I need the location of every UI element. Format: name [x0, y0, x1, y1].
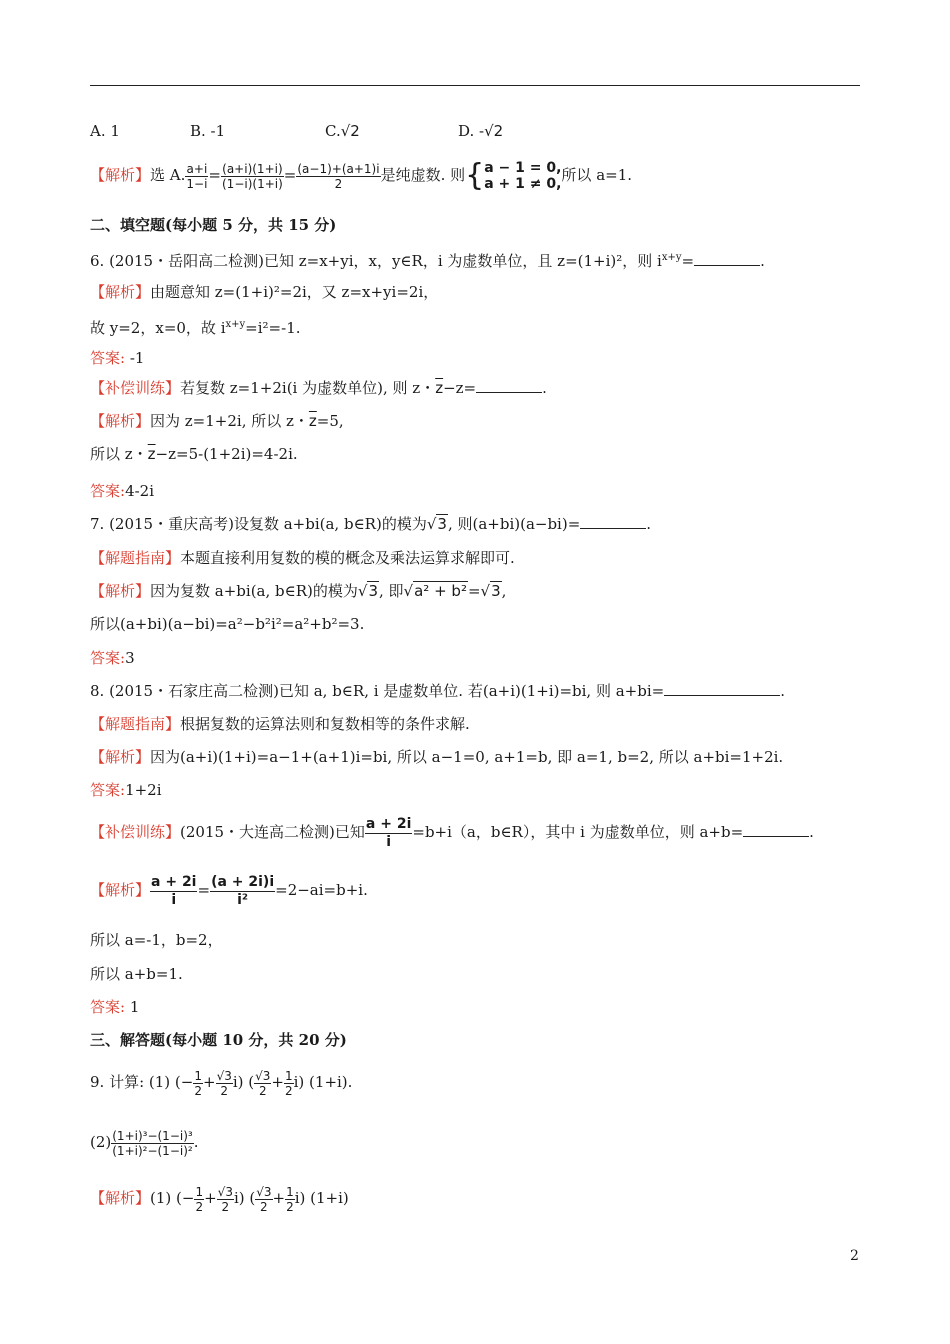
q9-solution: 【解析】(1) (− $\frac{1}{2}$ + $\frac{√3}{2}$ i) ( $\frac{√3}{2}$ + $\frac{1}{2}$ i) (1+i) [90, 1184, 349, 1214]
fraction: $\frac{1}{2}$ [195, 1184, 204, 1214]
fraction: $\frac{√3}{2}$ [216, 1068, 232, 1098]
fraction: $\frac{a + 2i}{i}$ [365, 815, 412, 850]
answer-blank [580, 514, 646, 529]
solution-tag: 【解析】 [90, 881, 151, 899]
fraction: $\frac{a+i}{1-i}$ [186, 161, 208, 191]
q8-guide: 【解题指南】根据复数的运算法则和复数相等的条件求解. [90, 715, 470, 733]
fraction: $\frac{\text{(1+i)³−(1−i)³}}{\text{(1+i)²−(1−i)²}}$ [112, 1128, 193, 1158]
fraction: $\frac{(a-1)+(a+1)i}{2}$ [297, 161, 380, 191]
q6-answer: 答案: -1 [90, 349, 145, 367]
fraction: $\frac{(a + 2i)i}{\text{i²}}$ [211, 873, 275, 908]
page-number: 2 [850, 1248, 859, 1264]
section-3-title: 三、解答题(每小题 10 分，共 20 分) [90, 1031, 347, 1049]
option-c: C.√2 [325, 122, 360, 140]
comp1-solution: 【解析】因为 z=1+2i, 所以 z・$\overline{z}=5$, [90, 412, 344, 430]
fraction: $\frac{√3}{2}$ [256, 1184, 272, 1214]
answer-blank [664, 681, 780, 696]
q8-answer: 答案:1+2i [90, 781, 162, 799]
header-rule [90, 85, 860, 86]
sqrt-3: √3 [426, 515, 447, 533]
training-tag: 【补偿训练】 [90, 823, 181, 841]
fraction: $\frac{1}{2}$ [284, 1068, 293, 1098]
fraction: $\frac{√3}{2}$ [255, 1068, 271, 1098]
fraction: $\frac{a + 2i}{i}$ [151, 873, 197, 908]
guide-tag: 【解题指南】 [90, 549, 181, 567]
answer-blank [476, 378, 542, 393]
solution-tag: 【解析】 [90, 166, 151, 184]
solution-tag: 【解析】 [90, 283, 151, 301]
fraction: $\frac{√3}{2}$ [217, 1184, 233, 1214]
equation-system: a − 1 = 0, a + 1 ≠ 0, [484, 160, 562, 192]
comp1-stem: 【补偿训练】若复数 z=1+2i(i 为虚数单位), 则 z・$\overline{z}-z=$ . [90, 379, 547, 397]
q6-stem: 6. (2015・岳阳高二检测)已知 z=x+yi，x，y∈R，i 为虚数单位，且 z=(1+i)²，则 $i^{x+y}=$ . [90, 252, 765, 270]
comp2-solution-line3: 所以 a+b=1. [90, 965, 183, 983]
q7-stem: 7. (2015・重庆高考)设复数 a+bi(a, b∈R)的模为√3, 则(a+bi)(a−bi)= . [90, 515, 652, 533]
fraction: $\frac{1}{2}$ [194, 1068, 202, 1098]
comp1-answer: 答案:4-2i [90, 482, 155, 500]
solution-tag: 【解析】 [90, 748, 151, 766]
solution-tag: 【解析】 [90, 412, 151, 430]
solution-tag: 【解析】 [90, 1189, 151, 1207]
option-b: B. -1 [190, 122, 226, 140]
q5-solution: 【解析】选 A. $\frac{a+i}{1-i}$ = $\frac{(a+i)(1+i)}{(1-i)(1+i)}$ = $\frac{(a-1)+(a+1)i}{2}$ 是纯虚数. 则{ a − 1 = 0, a + 1 ≠ 0, 所以 a=1. [90, 158, 633, 193]
q8-solution: 【解析】因为(a+i)(1+i)=a−1+(a+1)i=bi, 所以 a−1=0, a+1=b, 即 a=1, b=2, 所以 a+bi=1+2i. [90, 748, 784, 766]
option-d: D. -√2 [458, 122, 504, 140]
q9-stem: 9. 计算: (1) (− $\frac{1}{2}$ + $\frac{√3}{2}$ i) ( $\frac{√3}{2}$ + $\frac{1}{2}$ i) (1+i). [90, 1068, 353, 1098]
fraction: $\frac{(a+i)(1+i)}{(1-i)(1+i)}$ [222, 161, 283, 191]
q7-answer: 答案:3 [90, 649, 135, 667]
comp1-solution-line2: 所以 z・$\overline{z}-z=5-(1+2i)=4-2i$. [90, 445, 298, 463]
q7-solution: 【解析】因为复数 a+bi(a, b∈R)的模为√3, 即√a² + b²=√3, [90, 582, 507, 600]
solution-tag: 【解析】 [90, 582, 151, 600]
comp2-stem: 【补偿训练】(2015・大连高二检测)已知 $\frac{a + 2i}{i}$ =b+i（a，b∈R），其中 i 为虚数单位，则 a+b= . [90, 815, 814, 850]
answer-blank [743, 822, 809, 837]
comp2-solution: 【解析】 $\frac{a + 2i}{i}$ = $\frac{(a + 2i)i}{\text{i²}}$ =2−ai=b+i. [90, 873, 368, 908]
q6-solution-line2: 故 y=2，x=0，故 $i^{x+y}=i^2=-1$. [90, 319, 301, 337]
section-2-title: 二、填空题(每小题 5 分，共 15 分) [90, 216, 337, 234]
option-a: A. 1 [90, 122, 120, 140]
answer-blank [694, 251, 760, 266]
training-tag: 【补偿训练】 [90, 379, 181, 397]
comp2-solution-line2: 所以 a=-1，b=2， [90, 931, 223, 949]
guide-tag: 【解题指南】 [90, 715, 181, 733]
q6-solution: 【解析】由题意知 z=(1+i)²=2i，又 z=x+yi=2i， [90, 283, 439, 301]
q8-stem: 8. (2015・石家庄高二检测)已知 a, b∈R, i 是虚数单位. 若(a+i)(1+i)=bi, 则 a+bi= . [90, 682, 786, 700]
comp2-answer: 答案: 1 [90, 998, 140, 1016]
q9-part2: (2) $\frac{\text{(1+i)³−(1−i)³}}{\text{(1+i)²−(1−i)²}}$ . [90, 1128, 199, 1158]
q7-guide: 【解题指南】本题直接利用复数的模的概念及乘法运算求解即可. [90, 549, 515, 567]
fraction: $\frac{1}{2}$ [286, 1184, 294, 1214]
q7-solution-line2: 所以(a+bi)(a−bi)=a²−b²i²=a²+b²=3. [90, 615, 365, 633]
